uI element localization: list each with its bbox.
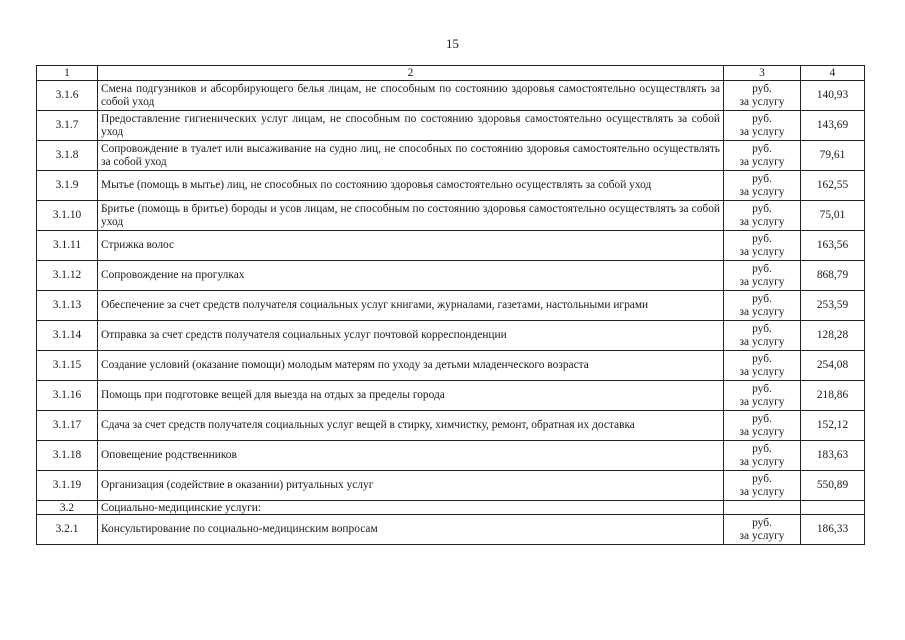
unit-per-service: за услугу [739, 185, 785, 198]
service-unit [724, 81, 801, 111]
unit-currency: руб. [752, 383, 772, 396]
service-price: 152,12 [801, 411, 865, 441]
service-name: Помощь при подготовке вещей для выезда на отдых за пределы города [98, 381, 724, 411]
unit-per-service: за услугу [739, 125, 785, 138]
service-price: 550,89 [801, 471, 865, 501]
table-row [37, 171, 865, 201]
service-price: 163,56 [801, 231, 865, 261]
unit-per-service: за услугу [739, 155, 785, 168]
unit-currency: руб. [752, 173, 772, 186]
unit-currency: руб. [752, 517, 772, 530]
service-name: Сопровождение на прогулках [98, 261, 724, 291]
service-price: 253,59 [801, 291, 865, 321]
service-number: 3.1.19 [37, 471, 98, 501]
unit-currency: руб. [752, 323, 772, 336]
table-body [37, 81, 865, 545]
header-col-3: 3 [724, 66, 801, 81]
service-price: 254,08 [801, 351, 865, 381]
table-row [37, 515, 865, 545]
service-unit [724, 351, 801, 381]
service-number: 3.1.14 [37, 321, 98, 351]
service-number: 3.1.9 [37, 171, 98, 201]
service-unit [724, 381, 801, 411]
unit-currency: руб. [752, 413, 772, 426]
table-row [37, 291, 865, 321]
service-price: 79,61 [801, 141, 865, 171]
table-row [37, 231, 865, 261]
service-name: Оповещение родственников [98, 441, 724, 471]
unit-currency: руб. [752, 113, 772, 126]
service-number: 3.1.7 [37, 111, 98, 141]
service-price: 140,93 [801, 81, 865, 111]
service-unit [724, 471, 801, 501]
service-unit [724, 411, 801, 441]
services-tariff-table [36, 65, 865, 545]
service-name: Организация (содействие в оказании) ритуальных услуг [98, 471, 724, 501]
service-name: Бритье (помощь в бритье) бороды и усов лицам, не способным по состоянию здоровья самостоятельно осуществлять за собой уход [98, 201, 724, 231]
unit-currency: руб. [752, 263, 772, 276]
service-name: Создание условий (оказание помощи) молодым матерям по уходу за детьми младенческого возраста [98, 351, 724, 381]
table-row [37, 111, 865, 141]
service-unit [724, 231, 801, 261]
service-name: Сопровождение в туалет или высаживание на судно лиц, не способных по состоянию здоровья самостоятельно осуществлять за собой уход [98, 141, 724, 171]
service-unit [724, 141, 801, 171]
unit-currency: руб. [752, 233, 772, 246]
table-row [37, 81, 865, 111]
service-number: 3.1.16 [37, 381, 98, 411]
unit-currency: руб. [752, 293, 772, 306]
service-unit [724, 171, 801, 201]
service-price: 183,63 [801, 441, 865, 471]
unit-per-service: за услугу [739, 395, 785, 408]
unit-per-service: за услугу [739, 95, 785, 108]
unit-per-service: за услугу [739, 365, 785, 378]
table-row [37, 321, 865, 351]
service-name: Смена подгузников и абсорбирующего белья лицам, не способным по состоянию здоровья самостоятельно осуществлять за собой уход [98, 81, 724, 111]
table-row [37, 201, 865, 231]
unit-currency: руб. [752, 443, 772, 456]
table-row [37, 411, 865, 441]
table-row [37, 471, 865, 501]
service-name: Мытье (помощь в мытье) лиц, не способных по состоянию здоровья самостоятельно осуществлять за собой уход [98, 171, 724, 201]
unit-currency: руб. [752, 353, 772, 366]
unit-currency: руб. [752, 203, 772, 216]
service-unit [724, 515, 801, 545]
unit-per-service: за услугу [739, 305, 785, 318]
unit-currency: руб. [752, 83, 772, 96]
service-number: 3.1.8 [37, 141, 98, 171]
service-number: 3.1.15 [37, 351, 98, 381]
service-unit [724, 111, 801, 141]
page-number: 15 [446, 36, 459, 51]
service-number: 3.1.13 [37, 291, 98, 321]
table-header-row [37, 66, 865, 81]
service-unit [724, 441, 801, 471]
unit-per-service: за услугу [739, 455, 785, 468]
section-title: Социально-медицинские услуги: [98, 501, 724, 515]
service-number: 3.1.18 [37, 441, 98, 471]
table-row [37, 261, 865, 291]
service-unit [724, 261, 801, 291]
service-number: 3.2 [37, 501, 98, 515]
service-number: 3.1.17 [37, 411, 98, 441]
unit-currency: руб. [752, 473, 772, 486]
service-unit [724, 321, 801, 351]
table-row [37, 381, 865, 411]
service-price: 868,79 [801, 261, 865, 291]
unit-per-service: за услугу [739, 485, 785, 498]
service-unit [724, 201, 801, 231]
service-number: 3.1.10 [37, 201, 98, 231]
unit-per-service: за услугу [739, 425, 785, 438]
service-number: 3.1.12 [37, 261, 98, 291]
service-name: Консультирование по социально-медицинским вопросам [98, 515, 724, 545]
service-name: Предоставление гигиенических услуг лицам, не способным по состоянию здоровья самостоятельно осуществлять за собой уход [98, 111, 724, 141]
header-col-4: 4 [801, 66, 865, 81]
header-col-2: 2 [98, 66, 724, 81]
table-row [37, 141, 865, 171]
service-price: 218,86 [801, 381, 865, 411]
section-row [37, 501, 865, 515]
service-name: Стрижка волос [98, 231, 724, 261]
service-price: 162,55 [801, 171, 865, 201]
service-name: Обеспечение за счет средств получателя социальных услуг книгами, журналами, газетами, настольными играми [98, 291, 724, 321]
service-name: Сдача за счет средств получателя социальных услуг вещей в стирку, химчистку, ремонт, обратная их доставка [98, 411, 724, 441]
table-row [37, 441, 865, 471]
unit-currency: руб. [752, 143, 772, 156]
service-price: 75,01 [801, 201, 865, 231]
unit-per-service: за услугу [739, 335, 785, 348]
unit-per-service: за услугу [739, 529, 785, 542]
service-price: 143,69 [801, 111, 865, 141]
service-number: 3.1.6 [37, 81, 98, 111]
service-price: 128,28 [801, 321, 865, 351]
unit-per-service: за услугу [739, 245, 785, 258]
table-row [37, 351, 865, 381]
service-unit [724, 501, 801, 515]
service-unit [724, 291, 801, 321]
unit-per-service: за услугу [739, 215, 785, 228]
service-number: 3.1.11 [37, 231, 98, 261]
service-number: 3.2.1 [37, 515, 98, 545]
service-name: Отправка за счет средств получателя социальных услуг почтовой корреспонденции [98, 321, 724, 351]
header-col-1: 1 [37, 66, 98, 81]
unit-per-service: за услугу [739, 275, 785, 288]
service-price [801, 501, 865, 515]
service-price: 186,33 [801, 515, 865, 545]
